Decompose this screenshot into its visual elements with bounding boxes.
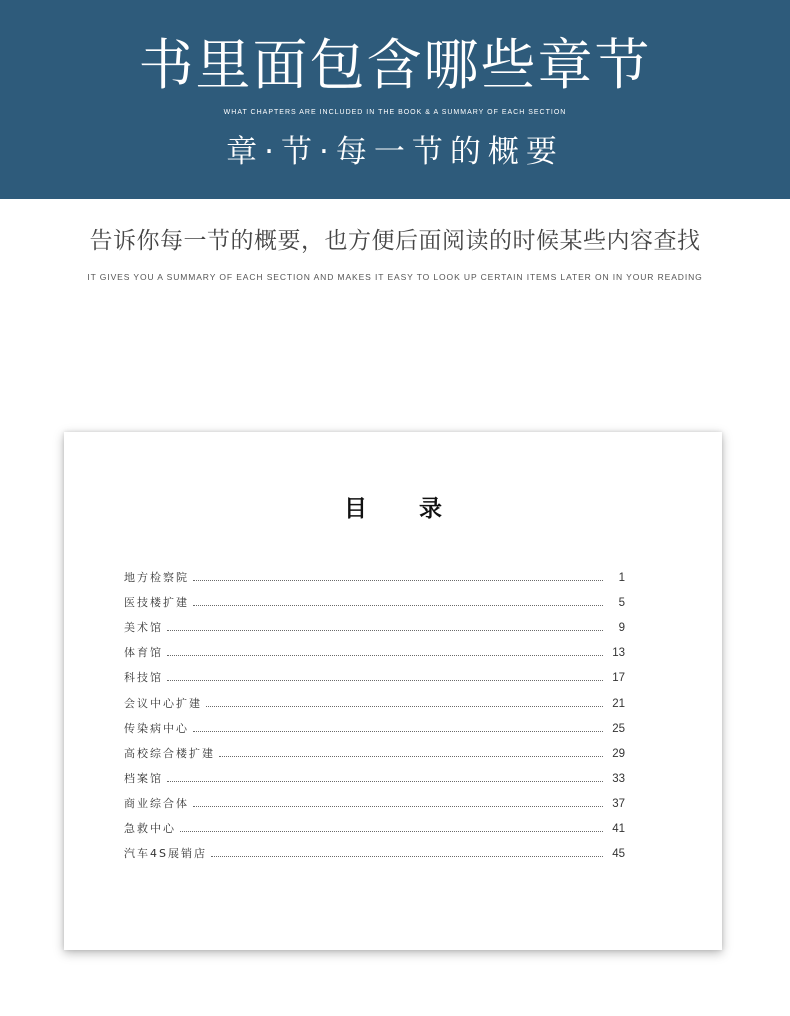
toc-leader-dots	[219, 756, 603, 757]
toc-item[interactable]	[124, 812, 625, 837]
toc-item-label: 科技馆	[124, 671, 163, 685]
toc-item-label: 高校综合楼扩建	[124, 746, 215, 760]
toc-item-page: 41	[612, 823, 625, 836]
toc-item[interactable]	[124, 561, 625, 586]
toc-item-page: 25	[612, 722, 625, 735]
toc-item-page: 21	[612, 697, 625, 710]
header-title: 书里面包含哪些章节	[138, 33, 652, 97]
intro-text-en: IT GIVES YOU A SUMMARY OF EACH SECTION AND MAKES IT EASY TO LOOK UP CERTAIN ITEMS LATER ON IN YOUR READING	[87, 272, 703, 282]
toc-leader-dots	[206, 706, 603, 707]
toc-item-page: 13	[612, 647, 625, 660]
toc-item[interactable]	[124, 611, 625, 636]
header-banner	[0, 0, 790, 199]
header-subtitle-cn: 章·节·每一节的概要	[226, 134, 564, 170]
toc-item[interactable]	[124, 762, 625, 787]
toc-item-page: 17	[612, 672, 625, 685]
toc-item-label: 急救中心	[124, 822, 176, 836]
toc-leader-dots	[167, 680, 603, 681]
toc-title	[64, 494, 722, 524]
toc-item[interactable]	[124, 737, 625, 762]
toc-item-page: 45	[612, 848, 625, 861]
toc-item[interactable]	[124, 712, 625, 737]
toc-item-label: 会议中心扩建	[124, 696, 202, 710]
header-subtitle-en: WHAT CHAPTERS ARE INCLUDED IN THE BOOK & A SUMMARY OF EACH SECTION	[223, 109, 567, 116]
toc-item-label: 汽车4S展销店	[124, 847, 207, 861]
toc-item-label: 地方检察院	[124, 571, 189, 585]
toc-leader-dots	[211, 856, 603, 857]
toc-page-card	[64, 432, 722, 950]
toc-leader-dots	[193, 605, 603, 606]
intro-text-cn: 告诉你每一节的概要，也方便后面阅读的时候某些内容查找	[89, 228, 701, 254]
toc-item-label: 传染病中心	[124, 721, 189, 735]
toc-item[interactable]	[124, 586, 625, 611]
toc-list	[124, 561, 625, 862]
toc-item-page: 9	[618, 622, 625, 635]
toc-leader-dots	[193, 731, 603, 732]
toc-item[interactable]	[124, 837, 625, 862]
toc-leader-dots	[167, 655, 603, 656]
toc-item-label: 美术馆	[124, 621, 163, 635]
toc-leader-dots	[180, 831, 603, 832]
toc-item-page: 37	[612, 797, 625, 810]
toc-item-label: 档案馆	[124, 771, 163, 785]
toc-item-page: 1	[618, 572, 625, 585]
toc-item-page: 29	[612, 747, 625, 760]
toc-item-label: 体育馆	[124, 646, 163, 660]
toc-item-page: 5	[618, 597, 625, 610]
toc-leader-dots	[167, 630, 603, 631]
toc-item[interactable]	[124, 636, 625, 661]
toc-item-page: 33	[612, 772, 625, 785]
toc-title-left: 目	[344, 495, 367, 522]
toc-item[interactable]	[124, 661, 625, 686]
toc-leader-dots	[193, 806, 603, 807]
toc-item-label: 医技楼扩建	[124, 596, 189, 610]
toc-title-right: 录	[419, 495, 442, 522]
toc-item[interactable]	[124, 787, 625, 812]
toc-item-label: 商业综合体	[124, 796, 189, 810]
toc-item[interactable]	[124, 686, 625, 711]
toc-leader-dots	[167, 781, 603, 782]
toc-leader-dots	[193, 580, 603, 581]
